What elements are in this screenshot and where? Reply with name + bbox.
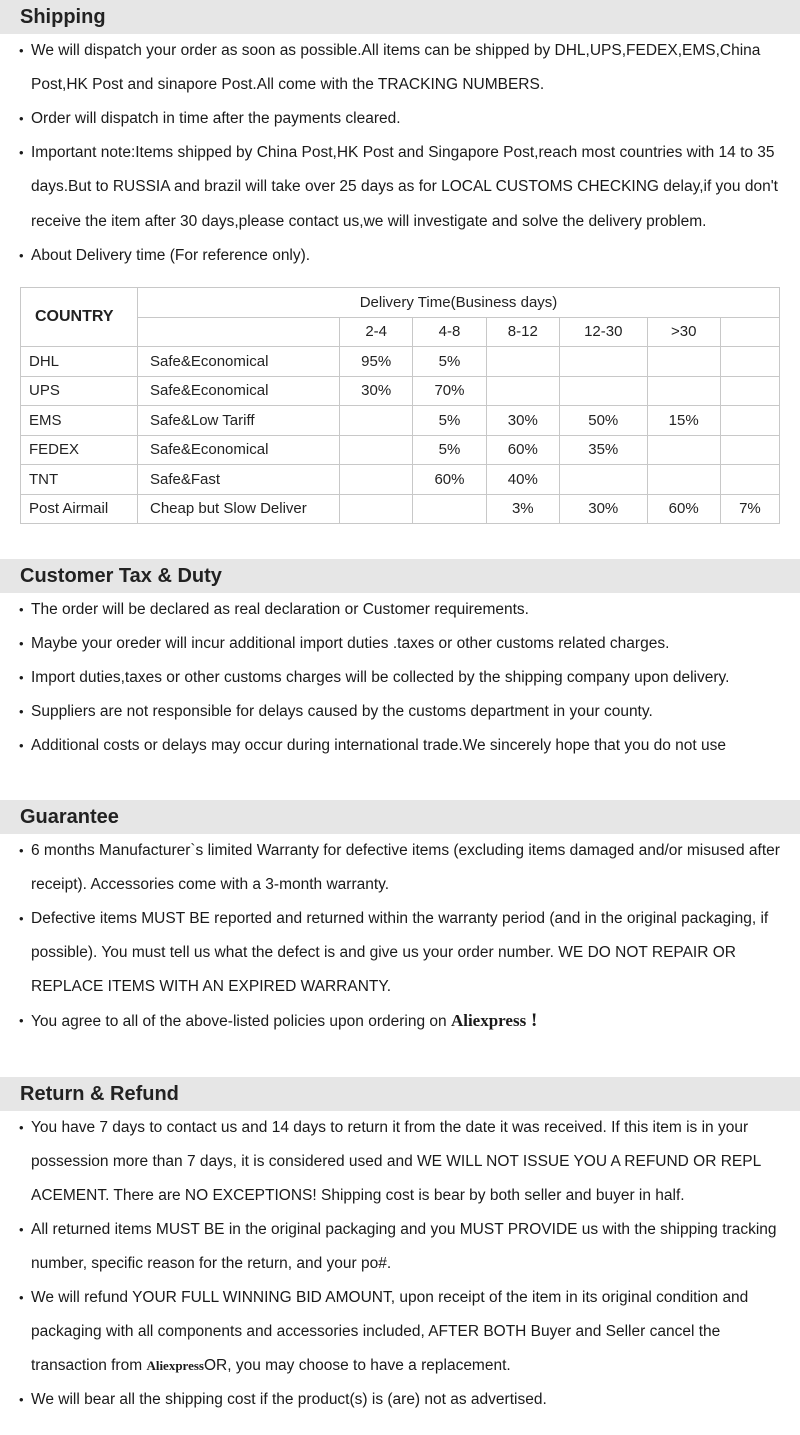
- blank-header-cell: [138, 317, 340, 347]
- refund-text: We will refund YOUR FULL WINNING BID AMOUNT, upon receipt of the item in its original condition and packaging with all components and accessories included, AFTER BOTH Buyer and Seller cancel the transaction from: [31, 1289, 749, 1375]
- refund-list: [0, 1111, 800, 1417]
- tax-list: [0, 593, 800, 763]
- table-row: [21, 435, 780, 465]
- value-cell: 30%: [486, 406, 559, 436]
- guarantee-header: Guarantee: [0, 800, 800, 834]
- aliexpress-brand: Aliexpress: [146, 1358, 204, 1374]
- list-item: • Import duties,taxes or other customs charges will be collected by the shipping company upon delivery.: [20, 661, 800, 695]
- value-cell: 7%: [720, 494, 779, 524]
- service-cell: Safe&Economical: [138, 376, 340, 406]
- value-cell: 3%: [486, 494, 559, 524]
- value-cell: 50%: [559, 406, 647, 436]
- value-cell: 60%: [413, 465, 486, 495]
- column-header: >30: [647, 317, 720, 347]
- value-cell: 60%: [486, 435, 559, 465]
- list-item: • All returned items MUST BE in the original packaging and you MUST PROVIDE us with the shipping tracking number, specific reason for the return, and your po#.: [20, 1213, 800, 1281]
- value-cell: [647, 376, 720, 406]
- service-cell: Safe&Economical: [138, 347, 340, 377]
- value-cell: [340, 435, 413, 465]
- column-header: 8-12: [486, 317, 559, 347]
- country-cell: FEDEX: [21, 435, 138, 465]
- list-item: • We will dispatch your order as soon as possible.All items can be shipped by DHL,UPS,FEDEX,EMS,China Post,HK Post and sinapore Post.All come with the TRACKING NUMBERS.: [20, 34, 800, 102]
- value-cell: [720, 347, 779, 377]
- country-cell: TNT: [21, 465, 138, 495]
- aliexpress-brand: Aliexpress: [450, 1011, 527, 1031]
- country-cell: UPS: [21, 376, 138, 406]
- return-refund-header: Return & Refund: [0, 1077, 800, 1111]
- service-cell: Safe&Low Tariff: [138, 406, 340, 436]
- list-item: • We will bear all the shipping cost if the product(s) is (are) not as advertised.: [20, 1383, 800, 1417]
- country-cell: Post Airmail: [21, 494, 138, 524]
- value-cell: [340, 494, 413, 524]
- country-column-header: COUNTRY: [21, 288, 138, 347]
- column-header: [720, 317, 779, 347]
- country-cell: EMS: [21, 406, 138, 436]
- value-cell: 30%: [340, 376, 413, 406]
- value-cell: 5%: [413, 435, 486, 465]
- list-item: • Additional costs or delays may occur during international trade.We sincerely hope that you do not use: [20, 729, 800, 763]
- table-row: [21, 406, 780, 436]
- value-cell: 5%: [413, 406, 486, 436]
- shipping-list: [0, 34, 800, 273]
- service-cell: Safe&Fast: [138, 465, 340, 495]
- column-header: 12-30: [559, 317, 647, 347]
- refund-text-tail: OR, you may choose to have a replacement.: [203, 1357, 511, 1375]
- value-cell: [340, 406, 413, 436]
- list-item: • About Delivery time (For reference only).: [20, 239, 800, 273]
- value-cell: 70%: [413, 376, 486, 406]
- shipping-header: Shipping: [0, 0, 800, 34]
- value-cell: [340, 465, 413, 495]
- delivery-time-caption: Delivery Time(Business days): [138, 288, 780, 318]
- value-cell: [559, 376, 647, 406]
- value-cell: [647, 347, 720, 377]
- column-header: 4-8: [413, 317, 486, 347]
- value-cell: [647, 465, 720, 495]
- guarantee-list: [0, 834, 800, 1039]
- list-item: • 6 months Manufacturer`s limited Warranty for defective items (excluding items damaged and/or misused after receipt). Accessories come with a 3-month warranty.: [20, 834, 800, 902]
- list-item: [20, 1004, 800, 1039]
- table-row: [21, 347, 780, 377]
- service-cell: Cheap but Slow Deliver: [138, 494, 340, 524]
- list-item: • Defective items MUST BE reported and returned within the warranty period (and in the original packaging, if possible). You must tell us what the defect is and give us your order number. WE DO NOT REPAIR OR REPLACE ITEMS WITH AN EXPIRED WARRANTY.: [20, 902, 800, 1004]
- exclamation-mark: !: [526, 1010, 538, 1032]
- value-cell: 40%: [486, 465, 559, 495]
- list-item: • Important note:Items shipped by China Post,HK Post and Singapore Post,reach most countries with 14 to 35 days.But to RUSSIA and brazil will take over 25 days as for LOCAL CUSTOMS CHECKING delay,if you don't receive the item after 30 days,please contact us,we will investigate and solve the delivery problem.: [20, 136, 800, 239]
- agreement-text: You agree to all of the above-listed policies upon ordering on: [31, 1013, 451, 1031]
- value-cell: 95%: [340, 347, 413, 377]
- value-cell: [559, 347, 647, 377]
- list-item: • Maybe your oreder will incur additional import duties .taxes or other customs related charges.: [20, 627, 800, 661]
- value-cell: 5%: [413, 347, 486, 377]
- value-cell: [720, 435, 779, 465]
- table-row: [21, 465, 780, 495]
- value-cell: [720, 406, 779, 436]
- column-header: 2-4: [340, 317, 413, 347]
- value-cell: [559, 465, 647, 495]
- service-cell: Safe&Economical: [138, 435, 340, 465]
- value-cell: [413, 494, 486, 524]
- value-cell: 35%: [559, 435, 647, 465]
- value-cell: [720, 465, 779, 495]
- list-item: • You have 7 days to contact us and 14 days to return it from the date it was received. If this item is in your possession more than 7 days, it is considered used and WE WILL NOT ISSUE YOU A REFUND OR REPL ACEMENT. There are NO EXCEPTIONS! Shipping cost is bear by both seller and buyer in half.: [20, 1111, 800, 1213]
- table-row: [21, 376, 780, 406]
- value-cell: [720, 376, 779, 406]
- table-row: [21, 494, 780, 524]
- delivery-time-table: [20, 287, 780, 524]
- country-cell: DHL: [21, 347, 138, 377]
- list-item: • Suppliers are not responsible for delays caused by the customs department in your county.: [20, 695, 800, 729]
- value-cell: 30%: [559, 494, 647, 524]
- value-cell: 60%: [647, 494, 720, 524]
- value-cell: [486, 347, 559, 377]
- value-cell: 15%: [647, 406, 720, 436]
- list-item: • Order will dispatch in time after the payments cleared.: [20, 102, 800, 136]
- list-item: • The order will be declared as real declaration or Customer requirements.: [20, 593, 800, 627]
- value-cell: [647, 435, 720, 465]
- customer-tax-duty-header: Customer Tax & Duty: [0, 559, 800, 593]
- list-item: [20, 1281, 800, 1383]
- value-cell: [486, 376, 559, 406]
